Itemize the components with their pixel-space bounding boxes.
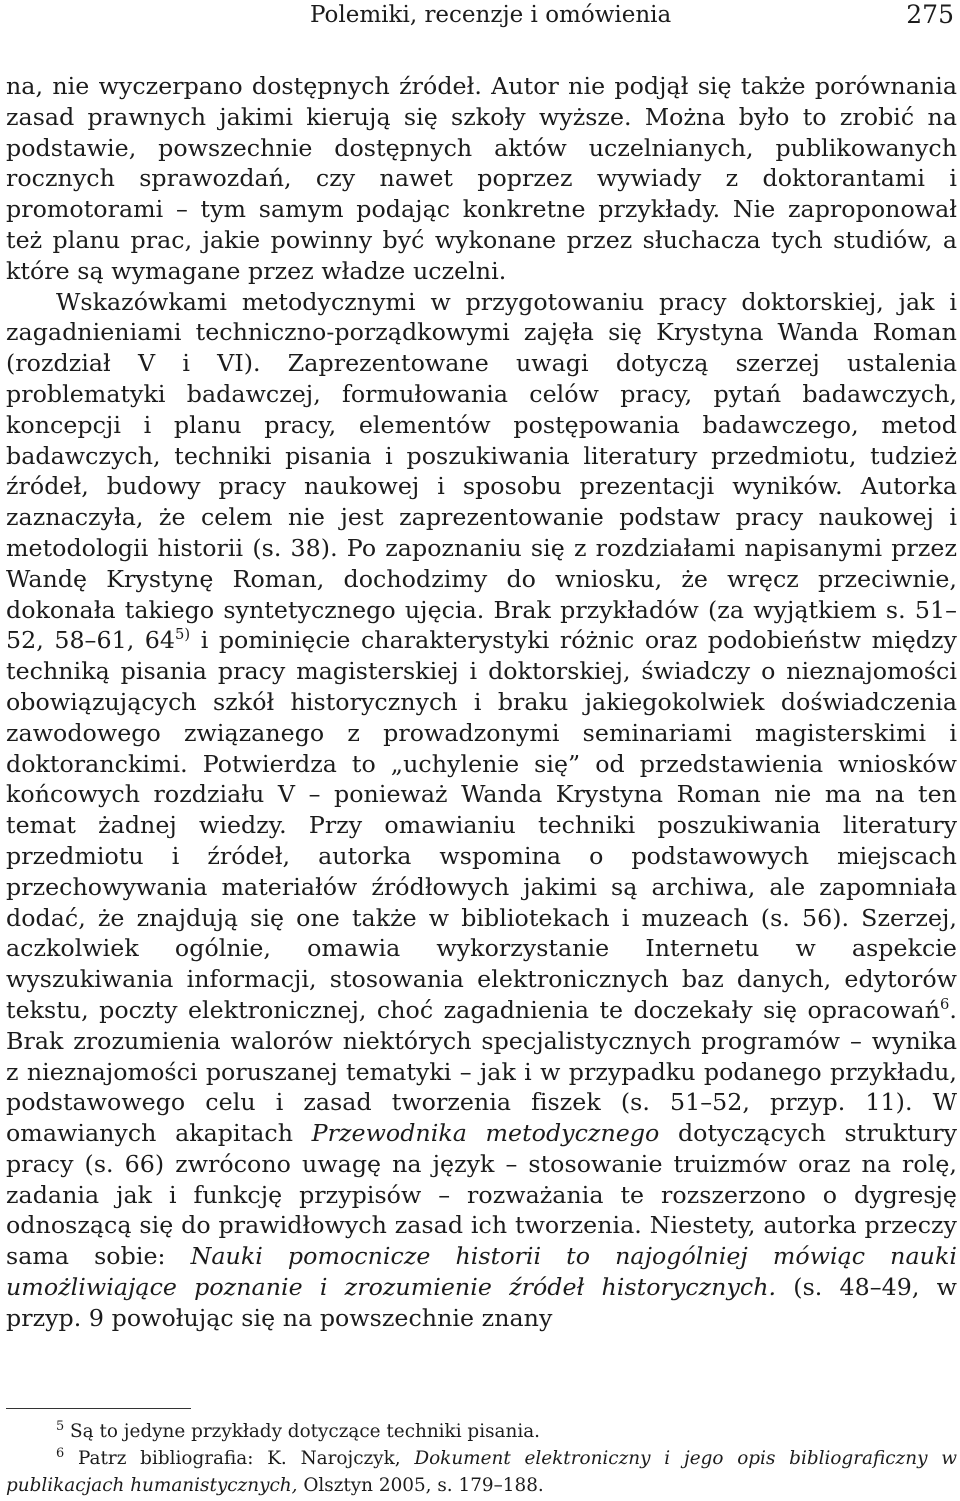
paragraph-2-part-e: (s. 48–49, w przyp. 9 powołując się na powszechnie znany <box>6 1273 957 1332</box>
paragraph-2-part-b: i pominięcie charakterystyki różnic oraz podobieństw między techniką pisania pracy magisterskiej i doktorskiej, świadczy o nieznajomości obowiązujących szkół historycznych i braku jakiegokolwiek doświadczenia zawodowego związanego z prowadzonymi seminariami magisterskimi i doktoranckimi. Potwierdza to „uchylenie się” od przedstawienia wniosków końcowych rozdziału V – ponieważ Wanda Krystyna Roman nie ma na ten temat żadnej wiedzy. Przy omawianiu techniki poszukiwania literatury przedmiotu i źródeł, autorka wspomina o podstawowych miejscach przechowywania materiałów źródłowych jakimi są archiwa, ale zapomniała dodać, że znajdują się one także w bibliotekach i muzeach (s. 56). Szerzej, aczkolwiek ogólnie, omawia wykorzystanie Internetu w aspekcie wyszukiwania informacji, stosowania elektronicznych baz danych, edytorów tekstu, poczty elektronicznej, choć zagadnienia te doczekały się opracowań <box>6 626 957 1024</box>
footnote-mark-6: 6 <box>56 1445 65 1461</box>
page-number: 275 <box>906 0 954 29</box>
footnote-6 <box>6 1445 957 1499</box>
italic-title: Przewodnika metodycznego <box>311 1119 660 1148</box>
footnote-6-title: Dokument elektroniczny i jego opis bibliograficzny w publikacjach humanistycznych, <box>6 1448 957 1496</box>
footnotes <box>6 1418 957 1499</box>
footnote-6-text-a: Patrz bibliografia: K. Narojczyk, <box>64 1448 415 1469</box>
italic-quote: Nauki pomocnicze historii to najogólniej mówiąc nauki umożliwiające poznanie i zrozumienie źródeł historycznych. <box>6 1242 957 1302</box>
main-text <box>6 71 957 1334</box>
paragraph-2-part-a: Wskazówkami metodycznymi w przygotowaniu pracy doktorskiej, jak i zagadnieniami techniczno-porządkowymi zajęła się Krystyna Wanda Roman (rozdział V i VI). Zaprezentowane uwagi dotyczą szerzej ustalenia problematyki badawczej, formułowania celów pracy, pytań badawczych, koncepcji i planu pracy, elementów postępowania badawczego, metod badawczych, techniki pisania i poszukiwania literatury przedmiotu, tudzież źródeł, budowy pracy naukowej i sposobu prezentacji wyników. Autorka zaznaczyła, że celem nie jest zaprezentowanie podstaw pracy naukowej i metodologii historii (s. 38). Po zapoznaniu się z rozdziałami napisanymi przez Wandę Krystynę Roman, dochodzimy do wniosku, że wręcz przeciwnie, dokonała takiego syntetycznego ujęcia. Brak przykładów (za wyjątkiem s. 51–52, 58–61, 64 <box>6 287 957 655</box>
footnote-5 <box>6 1418 957 1445</box>
paragraph-2 <box>6 287 957 1334</box>
footnote-ref-5: 5) <box>175 626 191 644</box>
footnote-ref-6: 6 <box>940 996 950 1014</box>
footnote-divider <box>6 1408 191 1409</box>
footnote-5-text: Są to jedyne przykłady dotyczące techniki pisania. <box>64 1421 541 1442</box>
running-header <box>0 0 960 32</box>
running-title: Polemiki, recenzje i omówienia <box>310 2 672 28</box>
footnote-mark-5: 5 <box>56 1418 65 1434</box>
paragraph-2-part-d: dotyczących struktury pracy (s. 66) zwrócono uwagę na język – stosowanie truizmów oraz na rolę, zadania jak i funkcję przypisów – rozważania te rozszerzono o dygresję odnoszącą się do prawidłowych zasad ich tworzenia. Niestety, autorka przeczy sama sobie: <box>6 1119 957 1271</box>
paragraph-1: na, nie wyczerpano dostępnych źródeł. Autor nie podjął się także porównania zasad prawnych jakimi kierują się szkoły wyższe. Można było to zrobić na podstawie, powszechnie dostępnych aktów uczelnianych, publikowanych rocznych sprawozdań, czy nawet poprzez wywiady z doktorantami i promotorami – tym samym podając konkretne przykłady. Nie zaproponował też planu prac, jakie powinny być wykonane przez słuchacza tych studiów, a które są wymagane przez władze uczelni. <box>6 72 957 285</box>
paragraph-2-part-c: . Brak zrozumienia walorów niektórych specjalistycznych programów – wynika z nieznajomości poruszanej tematyki – jak i w przypadku podanego przykładu, podstawowego celu i zasad tworzenia fiszek (s. 51–52, przyp. 11). W omawianych akapitach <box>6 995 957 1148</box>
footnote-6-text-b: Olsztyn 2005, s. 179–188. <box>297 1475 544 1496</box>
